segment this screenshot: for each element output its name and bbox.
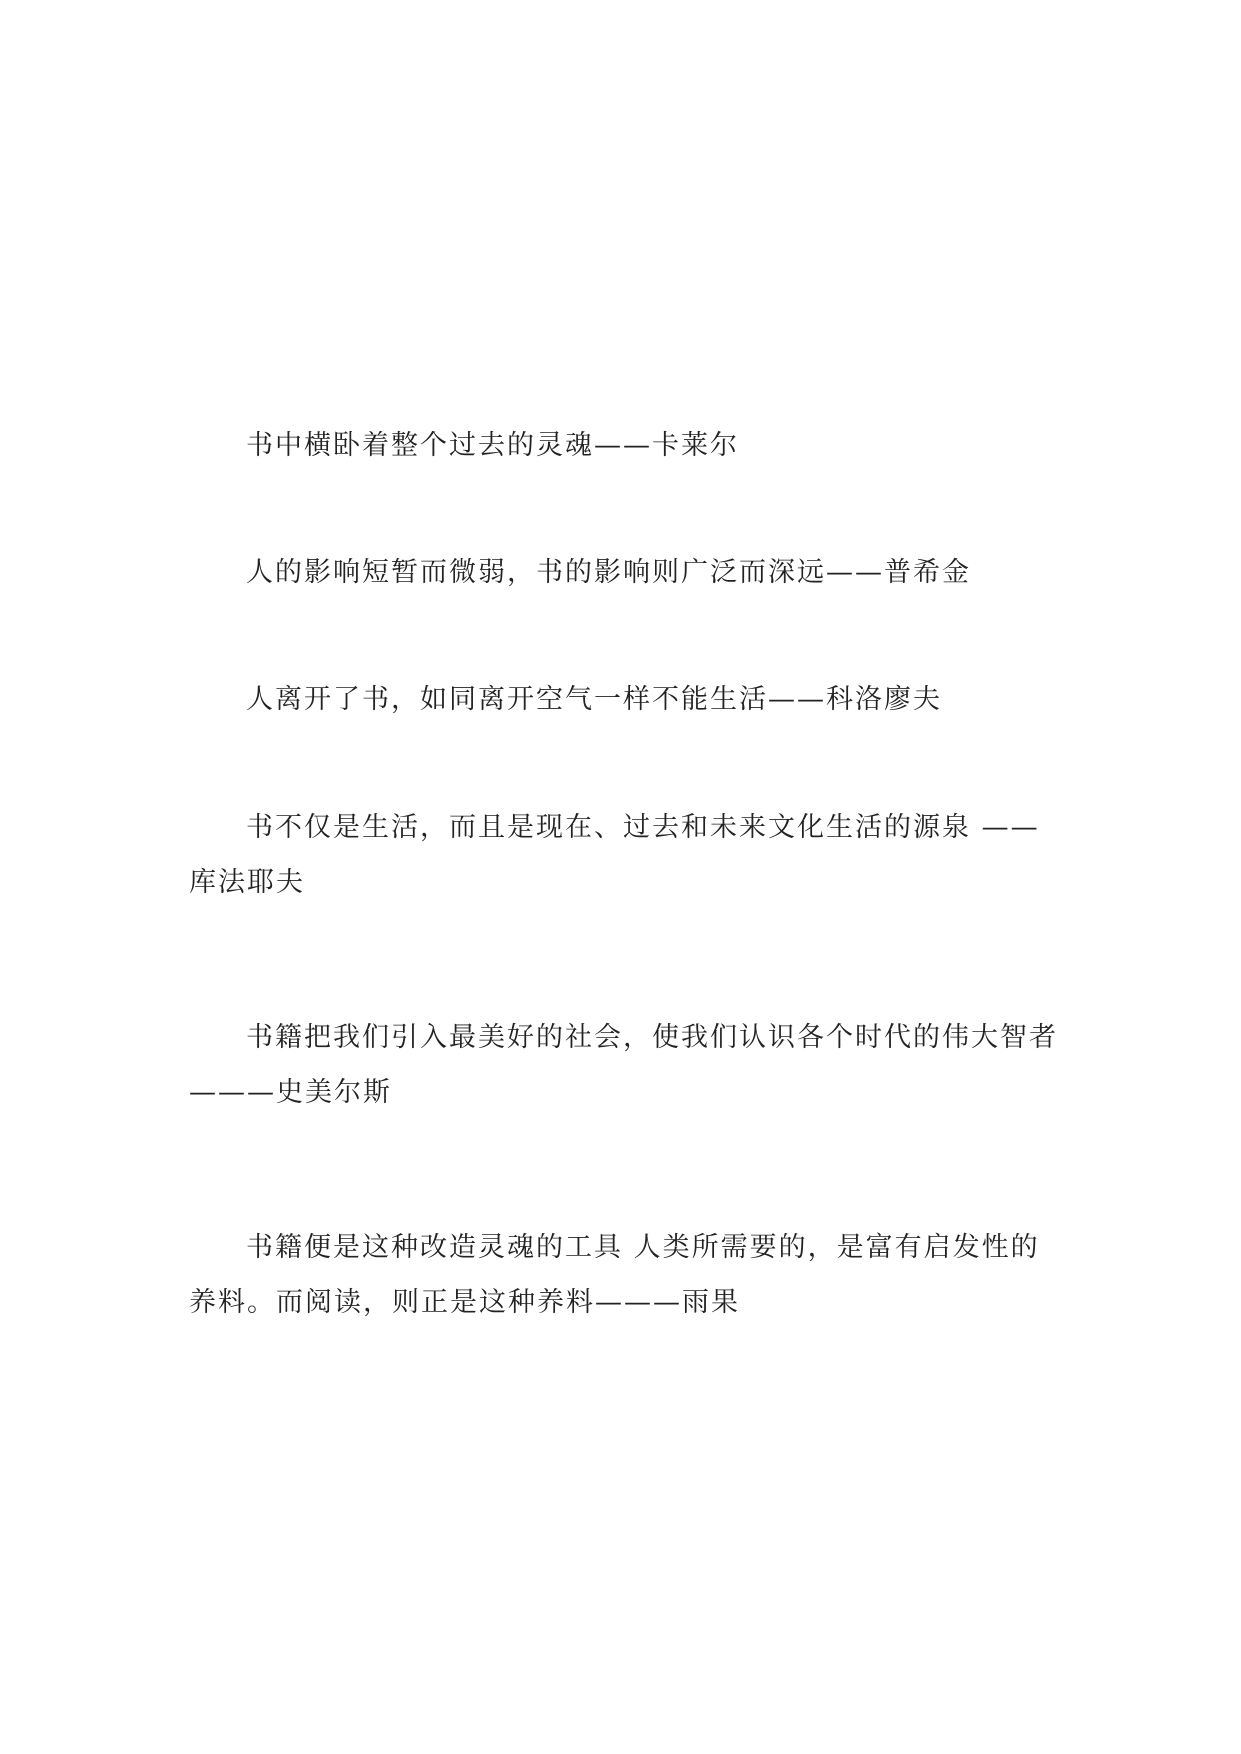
quote-paragraph: 书籍把我们引入最美好的社会，使我们认识各个时代的伟大智者———史美尔斯: [189, 1022, 1058, 1108]
quote-paragraph: 人离开了书，如同离开空气一样不能生活——科洛廖夫: [246, 684, 942, 715]
quote-paragraph: 书籍便是这种改造灵魂的工具 人类所需要的，是富有启发性的养料。而阅读，则正是这种养料———雨果: [189, 1232, 1040, 1318]
quote-paragraph: 书不仅是生活，而且是现在、过去和未来文化生活的源泉 ——库法耶夫: [189, 812, 1040, 898]
quote-paragraph: 人的影响短暂而微弱，书的影响则广泛而深远——普希金: [246, 557, 971, 588]
quote-paragraph: 书中横卧着整个过去的灵魂——卡莱尔: [246, 430, 739, 461]
